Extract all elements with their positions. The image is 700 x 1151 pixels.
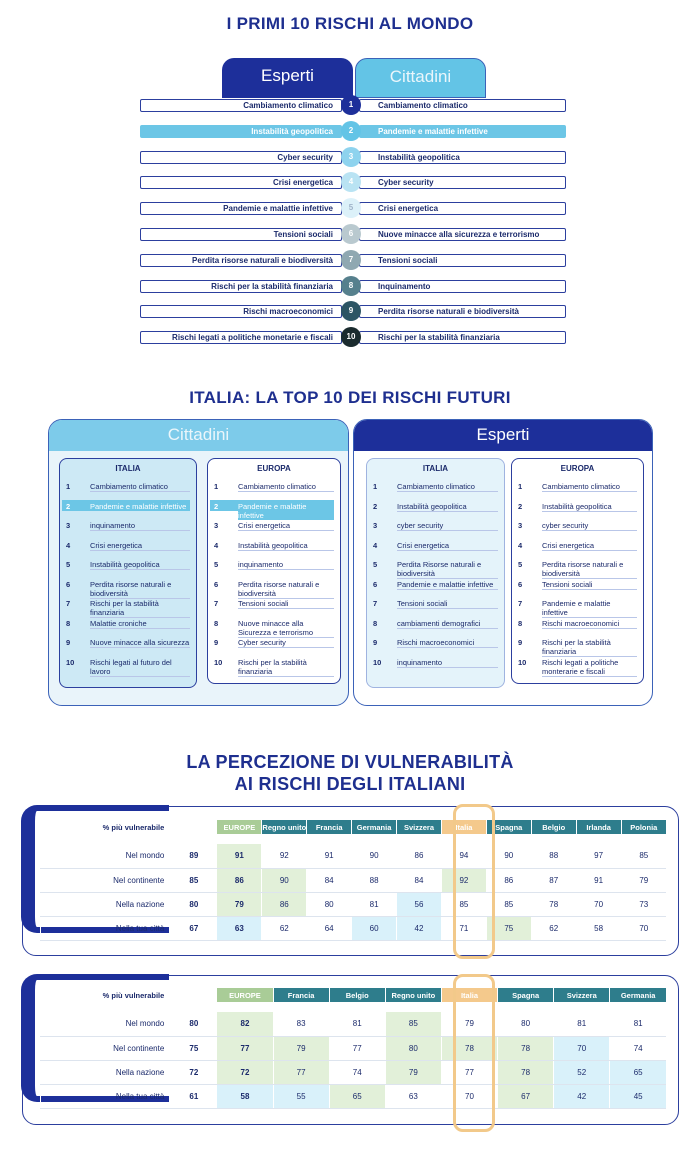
risk-rank: 8 [214, 618, 219, 628]
risk-label: Tensioni sociali [542, 580, 637, 590]
table-cell: 79 [217, 892, 262, 916]
box-title: EUROPA [257, 464, 291, 473]
table-cell: 94 [441, 844, 486, 868]
risk-label: Tensioni sociali [397, 599, 498, 609]
box-title: ITALIA [422, 464, 449, 473]
risk-rank: 4 [373, 540, 378, 550]
table-label: % più vulnerabile [41, 988, 171, 1002]
panel-cittadini [48, 419, 349, 706]
table-cell: 60 [352, 916, 397, 940]
column-header: Svizzera [397, 820, 442, 834]
table-cell: 58 [576, 916, 621, 940]
risk-item [512, 536, 643, 556]
risk-rank: 8 [373, 618, 378, 628]
section3-title-line1: LA PERCEZIONE DI VULNERABILITÀ [186, 752, 514, 772]
table-cell: 70 [441, 1084, 497, 1108]
risk-item [367, 497, 504, 517]
rank-badge-6: 6 [341, 224, 361, 244]
risk-label: Crisi energetica [238, 521, 334, 531]
expert-risk-8: Rischi per la stabilità finanziaria [140, 280, 342, 293]
table-cell: 79 [441, 1012, 497, 1036]
risk-label: inquinamento [397, 658, 498, 668]
risk-rank: 2 [373, 501, 378, 511]
table-cell: 87 [531, 868, 576, 892]
table-cell: 42 [397, 916, 442, 940]
risk-item [512, 614, 643, 634]
row-label: Nel mondo [41, 844, 171, 868]
rank-badge-1: 1 [341, 95, 361, 115]
risk-label: Crisi energetica [542, 541, 637, 551]
table-cell: 92 [441, 868, 486, 892]
table-row [41, 1012, 667, 1036]
risk-item [367, 594, 504, 614]
risk-label: Crisi energetica [397, 541, 498, 551]
table-cell: 85 [441, 892, 486, 916]
risk-label: Cambiamento climatico [238, 482, 334, 492]
risk-item [60, 477, 196, 497]
table-cell: 78 [498, 1036, 554, 1060]
risk-item [60, 497, 196, 517]
rank-badge-10: 10 [341, 327, 361, 347]
risk-rank: 6 [214, 579, 219, 589]
row-label: Nel mondo [41, 1012, 171, 1036]
table-cell: 72 [217, 1060, 273, 1084]
risk-label: Instabilità geopolitica [397, 502, 498, 512]
risk-rank: 9 [214, 638, 219, 647]
table-cell: 81 [352, 892, 397, 916]
risk-item [208, 477, 340, 497]
esperti-europa-box [511, 458, 644, 684]
risk-label: Nuove minacce alla sicurezza [90, 638, 190, 647]
box-title: ITALIA [115, 464, 141, 473]
table-cell: 90 [262, 868, 307, 892]
risk-rank: 9 [518, 638, 523, 647]
expert-risk-9: Rischi macroeconomici [140, 305, 342, 318]
column-header: Germania [610, 988, 666, 1002]
risk-rank: 3 [66, 521, 71, 530]
risk-rank: 4 [214, 540, 219, 550]
risk-item [208, 555, 340, 575]
table-row [41, 1060, 667, 1084]
table-cell: 86 [397, 844, 442, 868]
risk-label: Perdita risorse naturali e biodiversità [238, 580, 334, 599]
table-cell: 78 [441, 1036, 497, 1060]
italia-highlight-ring-2 [453, 974, 495, 1132]
risk-item [60, 516, 196, 536]
table-cell: 71 [441, 916, 486, 940]
table-cell: 58 [217, 1084, 273, 1108]
risk-item [367, 477, 504, 497]
rank-badge-4: 4 [341, 172, 361, 192]
table-cell: 73 [621, 892, 666, 916]
risk-rank: 4 [518, 540, 523, 550]
risk-rank: 1 [373, 482, 378, 491]
risk-rank: 7 [66, 599, 71, 608]
risk-label: Perdita risorse naturali e biodiversità [542, 560, 637, 579]
table-cell: 65 [610, 1060, 666, 1084]
risk-item [512, 653, 643, 676]
risk-item [208, 633, 340, 653]
risk-label: Cambiamento climatico [397, 482, 498, 492]
column-header: EUROPE [217, 988, 273, 1002]
risk-item [367, 536, 504, 556]
risk-rank: 3 [373, 521, 378, 530]
risk-label: Instabilità geopolitica [542, 502, 637, 512]
risk-label: Cambiamento climatico [542, 482, 637, 492]
risk-rank: 6 [66, 579, 71, 589]
column-header: Irlanda [576, 820, 621, 834]
column-header: Spagna [498, 988, 554, 1002]
risk-label: Crisi energetica [90, 541, 190, 551]
percent-more-vulnerable: 61 [171, 1084, 217, 1108]
risk-item [60, 536, 196, 556]
table-cell: 77 [441, 1060, 497, 1084]
risk-rank: 7 [373, 599, 378, 608]
table-cell: 63 [217, 916, 262, 940]
table-cell: 88 [531, 844, 576, 868]
table-cell: 81 [554, 1012, 610, 1036]
risk-item [60, 575, 196, 598]
risk-label: Instabilità geopolitica [90, 560, 190, 570]
citizen-risk-2: Pandemie e malattie infettive [359, 125, 566, 138]
row-label: Nella nazione [41, 1060, 171, 1084]
risk-item [367, 614, 504, 634]
citizen-risk-5: Crisi energetica [359, 202, 566, 215]
risk-item [208, 653, 340, 676]
table-cell: 64 [307, 916, 352, 940]
citizen-risk-10: Rischi per la stabilità finanziaria [359, 331, 566, 344]
table-cell: 81 [329, 1012, 385, 1036]
column-header: Polonia [621, 820, 666, 834]
table-cell: 86 [486, 868, 531, 892]
expert-risk-7: Perdita risorse naturali e biodiversità [140, 254, 342, 267]
table-cell: 62 [262, 916, 307, 940]
table-cell: 92 [262, 844, 307, 868]
column-header: Belgio [531, 820, 576, 834]
table-cell: 70 [554, 1036, 610, 1060]
column-header: Regno unito [262, 820, 307, 834]
percent-more-vulnerable: 80 [171, 1012, 217, 1036]
risk-label: Pandemie e malattie infettive [542, 599, 637, 618]
table-row [41, 892, 667, 916]
risk-rank: 9 [66, 638, 71, 647]
table-cell: 75 [486, 916, 531, 940]
risk-label: Rischi macroeconomici [397, 638, 498, 648]
risk-item [60, 555, 196, 575]
citizen-risk-7: Tensioni sociali [359, 254, 566, 267]
table-cell: 90 [352, 844, 397, 868]
column-header: Italia [441, 820, 486, 834]
column-header: Belgio [329, 988, 385, 1002]
risk-item [60, 633, 196, 653]
table-cell: 80 [307, 892, 352, 916]
table-cell: 79 [621, 868, 666, 892]
risk-item [208, 536, 340, 556]
table-cell: 62 [531, 916, 576, 940]
risk-item [367, 653, 504, 673]
table-cell: 77 [273, 1060, 329, 1084]
risk-label: Rischi per la stabilità finanziaria [90, 599, 190, 618]
table-cell: 78 [531, 892, 576, 916]
risk-item [208, 575, 340, 598]
italia-highlight-ring-1 [453, 804, 495, 959]
risk-rank: 4 [66, 540, 71, 550]
risk-item [512, 594, 643, 617]
vulnerability-table-1 [40, 820, 666, 941]
risk-rank: 1 [66, 482, 71, 491]
risk-label: Pandemie e malattie infettive [238, 502, 334, 520]
panel-cittadini-header: Cittadini [49, 420, 348, 451]
rank-badge-8: 8 [341, 276, 361, 296]
column-header: Spagna [486, 820, 531, 834]
risk-label: Rischi macroeconomici [542, 619, 637, 629]
risk-label: cyber security [542, 521, 637, 531]
table-row [41, 844, 667, 868]
table-cell: 80 [385, 1036, 441, 1060]
risk-label: Rischi per la stabilità finanziaria [542, 638, 637, 657]
risk-rank: 1 [518, 482, 523, 491]
risk-rank: 6 [373, 579, 378, 589]
row-label: Nella tua città [41, 916, 171, 940]
risk-rank: 10 [373, 657, 382, 667]
risk-rank: 3 [214, 521, 219, 530]
risk-item [367, 516, 504, 536]
table-cell: 65 [329, 1084, 385, 1108]
column-header: Italia [441, 988, 497, 1002]
row-label: Nel continente [41, 868, 171, 892]
rank-badge-3: 3 [341, 147, 361, 167]
rank-badge-7: 7 [341, 250, 361, 270]
table-row [41, 1036, 667, 1060]
risk-item [367, 555, 504, 578]
vulnerability-table-2 [40, 988, 666, 1109]
tab-esperti: Esperti [222, 58, 353, 98]
risk-rank: 6 [518, 579, 523, 589]
rank-badge-9: 9 [341, 301, 361, 321]
table-cell: 42 [554, 1084, 610, 1108]
row-label: Nella nazione [41, 892, 171, 916]
column-header: Svizzera [554, 988, 610, 1002]
row-label: Nel continente [41, 1036, 171, 1060]
table-cell: 97 [576, 844, 621, 868]
column-header: EUROPE [217, 820, 262, 834]
risk-item [512, 497, 643, 517]
table-row [41, 916, 667, 940]
risk-label: cambiamenti demografici [397, 619, 498, 629]
column-header: Francia [273, 988, 329, 1002]
table-cell: 78 [498, 1060, 554, 1084]
risk-rank: 8 [518, 618, 523, 628]
table-cell: 83 [273, 1012, 329, 1036]
risk-label: inquinamento [90, 521, 190, 531]
table-cell: 56 [397, 892, 442, 916]
risk-rank: 9 [373, 638, 378, 647]
table-cell: 79 [273, 1036, 329, 1060]
box-title: EUROPA [560, 464, 595, 473]
risk-label: Cambiamento climatico [90, 482, 190, 492]
risk-rank: 10 [518, 657, 527, 667]
risk-label: Perdita Risorse naturali e biodiversità [397, 560, 498, 579]
panel-esperti [353, 419, 653, 706]
table-cell: 67 [498, 1084, 554, 1108]
risk-label: inquinamento [238, 560, 334, 570]
expert-risk-1: Cambiamento climatico [140, 99, 342, 112]
risk-item [208, 594, 340, 614]
table-cell: 90 [486, 844, 531, 868]
risk-rank: 2 [518, 501, 523, 511]
table-cell: 86 [262, 892, 307, 916]
cittadini-europa-box [207, 458, 341, 684]
risk-item [512, 477, 643, 497]
risk-item [208, 497, 340, 520]
risk-item [60, 594, 196, 617]
citizen-risk-9: Perdita risorse naturali e biodiversità [359, 305, 566, 318]
citizen-risk-3: Instabilità geopolitica [359, 151, 566, 164]
table-cell: 91 [576, 868, 621, 892]
risk-label: Rischi per la stabilità finanziaria [238, 658, 334, 677]
table-cell: 70 [576, 892, 621, 916]
risk-label: cyber security [397, 521, 498, 531]
table-cell: 52 [554, 1060, 610, 1084]
row-label: Nella tua città [41, 1084, 171, 1108]
risk-item [512, 516, 643, 536]
citizen-risk-6: Nuove minacce alla sicurezza e terrorismo [359, 228, 566, 241]
table-cell: 63 [385, 1084, 441, 1108]
risk-rank: 10 [66, 657, 75, 667]
risk-label: Instabilità geopolitica [238, 541, 334, 551]
table-cell: 84 [397, 868, 442, 892]
rank-badge-5: 5 [341, 198, 361, 218]
table-cell: 74 [610, 1036, 666, 1060]
risk-rank: 2 [214, 501, 219, 511]
risk-item [208, 516, 340, 536]
table-cell: 55 [273, 1084, 329, 1108]
section2-title: ITALIA: LA TOP 10 DEI RISCHI FUTURI [189, 388, 511, 407]
table-cell: 77 [217, 1036, 273, 1060]
risk-item [512, 575, 643, 595]
section3-title-line2: AI RISCHI DEGLI ITALIANI [234, 774, 466, 794]
risk-label: Rischi legati a politiche monterarie e fiscali [542, 658, 637, 677]
risk-label: Nuove minacce alla Sicurezza e terrorismo [238, 619, 334, 638]
table-cell: 91 [307, 844, 352, 868]
risk-label: Malattie croniche [90, 619, 190, 629]
tab-cittadini: Cittadini [355, 58, 486, 98]
table-cell: 77 [329, 1036, 385, 1060]
risk-rank: 1 [214, 482, 219, 491]
risk-item [60, 614, 196, 634]
expert-risk-6: Tensioni sociali [140, 228, 342, 241]
risk-item [367, 575, 504, 595]
table-cell: 84 [307, 868, 352, 892]
panel-esperti-header: Esperti [354, 420, 652, 451]
table-cell: 91 [217, 844, 262, 868]
risk-item [367, 633, 504, 653]
section1-title: I PRIMI 10 RISCHI AL MONDO [226, 14, 474, 33]
table-cell: 79 [385, 1060, 441, 1084]
table-cell: 85 [385, 1012, 441, 1036]
table-cell: 70 [621, 916, 666, 940]
table-cell: 81 [610, 1012, 666, 1036]
citizen-risk-1: Cambiamento climatico [359, 99, 566, 112]
percent-more-vulnerable: 67 [171, 916, 217, 940]
risk-rank: 10 [214, 657, 223, 667]
risk-item [512, 555, 643, 578]
risk-item [512, 633, 643, 656]
rank-badge-2: 2 [341, 121, 361, 141]
expert-risk-4: Crisi energetica [140, 176, 342, 189]
expert-risk-2: Instabilità geopolitica [140, 125, 342, 138]
column-header: Regno unito [385, 988, 441, 1002]
risk-rank: 5 [214, 560, 219, 569]
risk-rank: 7 [214, 599, 219, 608]
percent-more-vulnerable: 89 [171, 844, 217, 868]
risk-label: Pandemie e malattie infettive [397, 580, 498, 590]
table-row [41, 868, 667, 892]
risk-label: Rischi legati al futuro del lavoro [90, 658, 190, 677]
risk-rank: 5 [66, 560, 71, 569]
citizen-risk-4: Cyber security [359, 176, 566, 189]
cittadini-italia-box [59, 458, 197, 688]
table-cell: 82 [217, 1012, 273, 1036]
expert-risk-10: Rischi legati a politiche monetarie e fiscali [140, 331, 342, 344]
percent-more-vulnerable: 85 [171, 868, 217, 892]
table-cell: 88 [352, 868, 397, 892]
risk-item [208, 614, 340, 637]
percent-more-vulnerable: 75 [171, 1036, 217, 1060]
risk-item [60, 653, 196, 676]
risk-rank: 2 [66, 501, 71, 511]
table-cell: 80 [498, 1012, 554, 1036]
percent-more-vulnerable: 80 [171, 892, 217, 916]
esperti-italia-box [366, 458, 505, 688]
table-row [41, 1084, 667, 1108]
risk-label: Perdita risorse naturali e biodiversità [90, 580, 190, 599]
column-header: Germania [352, 820, 397, 834]
citizen-risk-8: Inquinamento [359, 280, 566, 293]
risk-rank: 7 [518, 599, 523, 608]
table-cell: 85 [621, 844, 666, 868]
table-cell: 74 [329, 1060, 385, 1084]
table-label: % più vulnerabile [41, 820, 171, 834]
expert-risk-5: Pandemie e malattie infettive [140, 202, 342, 215]
risk-rank: 5 [518, 560, 523, 569]
percent-more-vulnerable: 72 [171, 1060, 217, 1084]
risk-rank: 5 [373, 560, 378, 569]
table-cell: 45 [610, 1084, 666, 1108]
risk-label: Pandemie e malattie infettive [90, 502, 190, 511]
risk-rank: 3 [518, 521, 523, 530]
column-header: Francia [307, 820, 352, 834]
risk-label: Tensioni sociali [238, 599, 334, 609]
risk-label: Cyber security [238, 638, 334, 648]
expert-risk-3: Cyber security [140, 151, 342, 164]
table-cell: 86 [217, 868, 262, 892]
table-cell: 85 [486, 892, 531, 916]
risk-rank: 8 [66, 618, 71, 628]
